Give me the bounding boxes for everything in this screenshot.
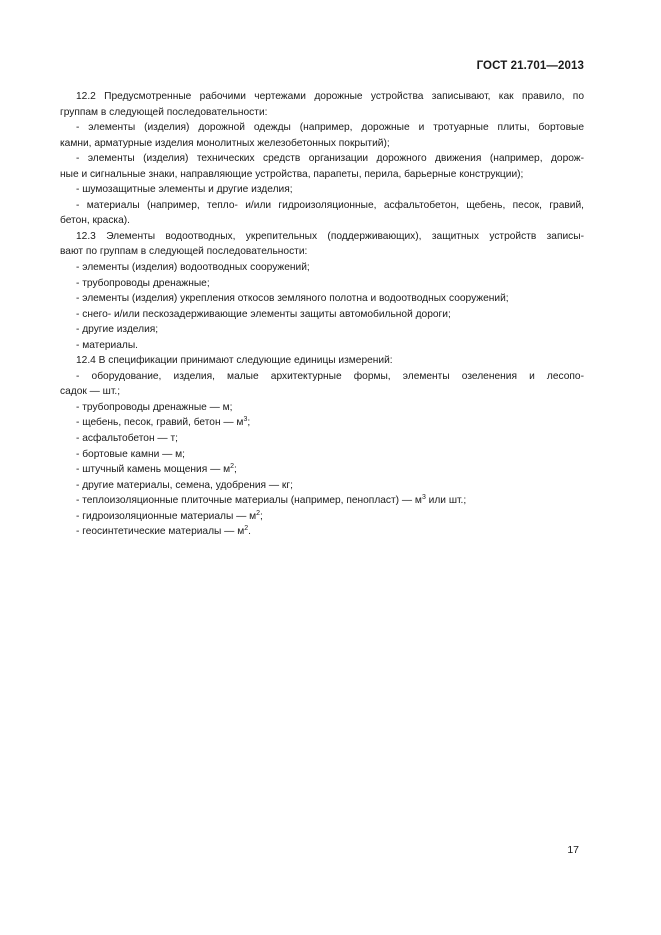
clause-12-2-item2-line2: ные и сигнальные знаки, направляющие устройства, парапеты, перила, барьерные конструкции); [60, 168, 524, 180]
clause-12-3-item1: - элементы (изделия) водоотводных сооружений; [76, 262, 310, 274]
clause-12-2-item4-line2: бетон, краска). [60, 215, 131, 227]
clause-12-4-item3-sup: 3 [243, 416, 248, 424]
clause-12-3-item2: - трубопроводы дренажные; [76, 277, 210, 289]
clause-12-4-item9-text: - гидроизоляционные материалы — м [76, 510, 257, 522]
clause-12-4-item3-text: - щебень, песок, гравий, бетон — м [76, 417, 244, 429]
clause-12-4-item4: - асфальтобетон — т; [76, 433, 178, 445]
page-number: 17 [567, 844, 579, 856]
clause-12-4-item6-sup: 2 [230, 463, 235, 471]
clause-12-2-item3: - шумозащитные элементы и другие изделия; [76, 184, 293, 196]
clause-12-3-item6: - материалы. [76, 339, 139, 351]
clause-12-4-intro: 12.4 В спецификации принимают следующие единицы измерений: [76, 355, 393, 367]
clause-12-4-item10-end: . [248, 526, 251, 538]
clause-12-4-item6-text: - штучный камень мощения — м [76, 464, 231, 476]
clause-12-4-item9 [60, 509, 584, 525]
clause-12-2-intro-line1: 12.2 Предусмотренные рабочими чертежами дорожные устройства записывают, как правило, по [76, 91, 584, 102]
document-body [60, 89, 584, 540]
clause-12-4-item1-line2: садок — шт.; [60, 386, 121, 398]
clause-12-4-item3 [60, 415, 584, 431]
clause-12-3-intro-line1: 12.3 Элементы водоотводных, укрепительных (поддерживающих), защитных устройств записы- [76, 230, 584, 242]
clause-12-4-item7: - другие материалы, семена, удобрения — кг; [76, 479, 293, 491]
clause-12-4-item8-sup: 3 [421, 494, 426, 502]
clause-12-4-item10-text: - геосинтетические материалы — м [76, 526, 245, 538]
clause-12-4-item2: - трубопроводы дренажные — м; [76, 401, 233, 413]
clause-12-3-item4: - снего- и/или пескозадерживающие элементы защиты автомобильной дороги; [76, 308, 451, 320]
clause-12-2-intro-line2: группам в следующей последовательности: [60, 106, 268, 118]
clause-12-2-item1-line1: - элементы (изделия) дорожной одежды (например, дорожные и тротуарные плиты, бортовые [76, 122, 584, 134]
clause-12-4-item10-sup: 2 [244, 525, 249, 533]
clause-12-4-item3-end: ; [247, 417, 251, 429]
clause-12-3-item3: - элементы (изделия) укрепления откосов земляного полотна и водоотводных сооружений; [76, 293, 509, 305]
clause-12-4-item5: - бортовые камни — м; [76, 448, 185, 460]
clause-12-2-item1-line2: камни, арматурные изделия монолитных железобетонных покрытий); [60, 137, 390, 149]
document-header: ГОСТ 21.701—2013 [476, 60, 584, 72]
clause-12-2-item2-line1: - элементы (изделия) технических средств организации дорожного движения (например, дорож- [76, 153, 584, 165]
clause-12-4-item1-line1: - оборудование, изделия, малые архитектурные формы, элементы озеленения и лесопо- [76, 370, 584, 382]
clause-12-4-item8 [60, 493, 584, 509]
clause-12-4-item6 [60, 462, 584, 478]
clause-12-4-item8-text: - теплоизоляционные плиточные материалы (например, пенопласт) — м [76, 495, 422, 507]
clause-12-4-item8-end: или шт.; [425, 495, 467, 507]
clause-12-4-item9-sup: 2 [256, 509, 261, 517]
clause-12-3-item5: - другие изделия; [76, 324, 159, 336]
clause-12-4-item6-end: ; [234, 464, 237, 476]
clause-12-4-item10 [60, 524, 584, 540]
clause-12-2-item4-line1: - материалы (например, тепло- и/или гидроизоляционные, асфальтобетон, щебень, песок, гравий, [76, 199, 584, 211]
clause-12-4-item9-end: ; [260, 510, 263, 522]
clause-12-3-intro-line2: вают по группам в следующей последовательности: [60, 246, 308, 258]
